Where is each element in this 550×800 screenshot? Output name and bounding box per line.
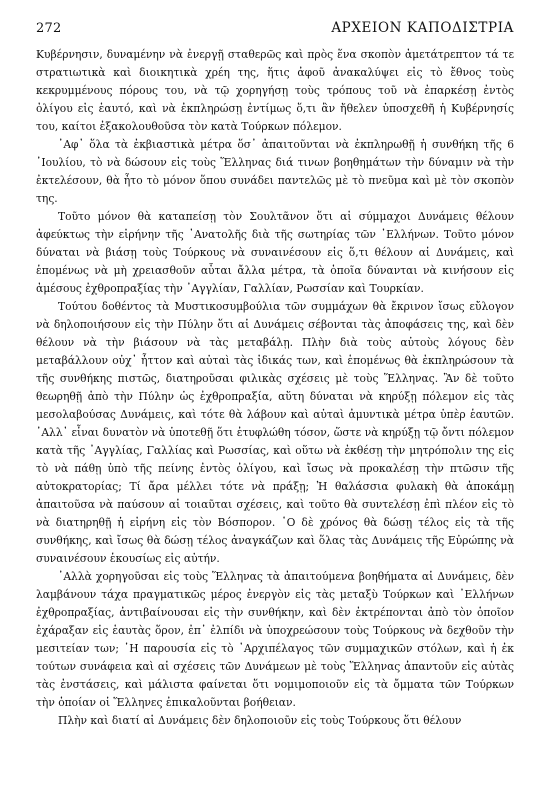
paragraph: Τοῦτο μόνον θὰ καταπείσῃ τὸν Σουλτᾶνον ὅτι αἱ σύμμαχοι Δυνάμεις θέλουν ἀφεύκτως τὴν εἰρήνην τῆς ᾽Ανατολῆς διὰ τῆς σωτηρίας τῶν ᾽Ελλήνων. Τοῦτο μόνον δύναται νὰ βιάσῃ τοὺς Τούρκους νὰ συναινέσουν εἰς ὅ,τι θέλουν αἱ Δυνάμεις, καὶ ἑπομένως νὰ μὴ χρειασθοῦν αὗται ἄλλα μέτρα, τὰ ὁποῖα δύνανται νὰ κινήσουν εἰς ἀμέσους ἐχθροπραξίας τὴν ᾽Αγγλίαν, Γαλλίαν, Ρωσσίαν καὶ Τουρκίαν. <box>36 210 514 295</box>
body-text <box>36 46 514 730</box>
running-title: ΑΡΧΕΙΟΝ ΚΑΠΟΔΙΣΤΡΙΑ <box>331 20 514 36</box>
page-header <box>36 20 514 36</box>
paragraph: Πλὴν καὶ διατί αἱ Δυνάμεις δὲν δηλοποιοῦν εἰς τοὺς Τούρκους ὅτι θέλουν <box>58 714 462 727</box>
page-number: 272 <box>36 21 62 36</box>
paragraph: ᾽Αλλὰ χορηγοῦσαι εἰς τοὺς Ἕλληνας τὰ ἀπαιτούμενα βοηθήματα αἱ Δυνάμεις, δὲν λαμβάνουν τάχα πραγματικῶς μέρος ἐνεργὸν εἰς τὰς μεταξὺ Τούρκων καὶ ᾽Ελλήνων ἐχθροπραξίας, ἀντιβαίνουσαι εἰς τὴν συνθήκην, καὶ δὲν ἐκτρέπονται ἀπὸ τὸν ὁποῖον ἐχάραξαν εἰς ἑαυτὰς ὅρον, ἐπ᾽ ἐλπίδι νὰ ὑποχρεώσουν τοὺς Τούρκους νὰ δεχθοῦν τὴν μεσιτείαν των; ῾Η παρουσία εἰς τὸ ᾽Αρχιπέλαγος τῶν συμμαχικῶν στόλων, καὶ ἡ ἐκ τούτων συνάφεια καὶ αἱ σχέσεις τῶν Δυνάμεων μὲ τοὺς Ἕλληνας ἀπαντοῦν εἰς αὐτὰς τὰς ἐνστάσεις, καὶ μάλιστα φαίνεται ὅτι νομιμοποιοῦν εἰς τὰ ὄμματα τῶν Τούρκων τὴν ὁποίαν οἱ Ἕλληνες ἐπικαλοῦνται βοήθειαν. <box>36 570 514 709</box>
paragraph: Τούτου δοθέντος τὰ Μυστικοσυμβούλια τῶν συμμάχων θὰ ἔκρινον ἴσως εὔλογον νὰ δηλοποιήσουν εἰς τὴν Πύλην ὅτι αἱ Δυνάμεις σέβονται τὰς ἀποφάσεις της, καὶ δὲν θέλουν νὰ τὴν βιάσουν νὰ τὰς μεταβάλῃ. Πλὴν διὰ τοὺς αὐτοὺς λόγους δὲν μεταβάλλουν οὐχ᾽ ἧττον καὶ αὐταὶ τὰς ἰδικάς των, καὶ ἑπομένως θὰ ἐκπληρώσουν τὰ τῆς συνθήκης πιστῶς, διατηροῦσαι φιλικὰς σχέσεις μὲ τοὺς Ἕλληνας. Ἂν δὲ τοῦτο θεωρηθῇ ἀπὸ τὴν Πύλην ὡς ἐχθροπραξία, αὕτη δύναται νὰ κηρύξῃ πόλεμον εἰς τὰς μεσολαβούσας Δυνάμεις, καὶ τότε θὰ λάβουν καὶ αὐταὶ ἀμυντικὰ μέτρα ὑπὲρ ἑαυτῶν. ᾽Αλλ᾽ εἶναι δυνατὸν νὰ ὑποτεθῇ ὅτι ἐτυφλώθη τόσον, ὥστε νὰ κηρύξῃ τῷ ὄντι πόλεμον κατὰ τῆς ᾽Αγγλίας, Γαλλίας καὶ Ρωσσίας, καὶ οὕτω νὰ ἐκθέσῃ τὴν μητρόπολιν της εἰς τὸ νὰ πάθῃ ὑπὸ τῆς πείνης ἐντὸς ὀλίγου, καὶ ἴσως νὰ προκαλέσῃ τὴν πτῶσιν τῆς αὐτοκρατορίας; Τί ἄρα μέλλει τότε νὰ πράξῃ; Ἡ θαλάσσια φυλακὴ θὰ ἀποκάμῃ ἀπαιτοῦσα νὰ παύσουν αἱ τοιαῦται σχέσεις, καὶ τοῦτο θὰ συντελέσῃ ἐπὶ πλέον εἰς τὸ νὰ διατηρηθῇ ἡ εἰρήνη εἰς τὸν Βόσπορον. ῾Ο δὲ χρόνος θὰ δώσῃ τέλος εἰς τὰ τῆς συνθήκης, καὶ ἴσως θὰ δώσῃ τέλος ἀναγκάζων καὶ ὅλας τὰς Δυνάμεις τῆς Εὐρώπης νὰ συναινέσουν ἑκουσίως εἰς αὐτήν. <box>36 300 514 565</box>
paragraph: ᾽Αφ᾽ ὅλα τὰ ἐκβιαστικὰ μέτρα ὅσ᾽ ἀπαιτοῦνται νὰ ἐκπληρωθῇ ἡ συνθήκη τῆς 6 ᾽Ιουλίου, τὸ νὰ δώσουν εἰς τοὺς Ἕλληνας διά τινων βοηθημάτων τὴν δύναμιν νὰ τὴν ἐκτελέσουν, θὰ ἦτο τὸ μόνον ὅπου συνάδει παντελῶς μὲ τὸ πνεῦμα καὶ μὲ τὸν σκοπὸν της. <box>36 138 514 205</box>
document-page <box>36 20 514 730</box>
paragraph: Κυβέρνησιν, δυναμένην νὰ ἐνεργῇ σταθερῶς καὶ πρὸς ἕνα σκοπὸν ἀμετάτρεπτον τά τε στρατιωτικὰ καὶ διοικητικὰ χρέη της, ἥτις ἀφοῦ ἀνακαλύψει εἰς τὸ ἔθνος τοὺς κεκρυμμένους πόρους του, νὰ τῷ χορηγήσῃ τοὺς τρόπους τοῦ νὰ ἐπαρκέσῃ ἐντὸς ὀλίγου εἰς ἑαυτό, καὶ νὰ ἐκπληρώσῃ ἐντίμως ὅ,τι ἂν ἤθελεν ὑποσχεθῆ ἡ Κυβέρνησίς του, καίτοι ἐξακολουθοῦσα τὸν κατὰ Τούρκων πόλεμον. <box>36 48 514 133</box>
